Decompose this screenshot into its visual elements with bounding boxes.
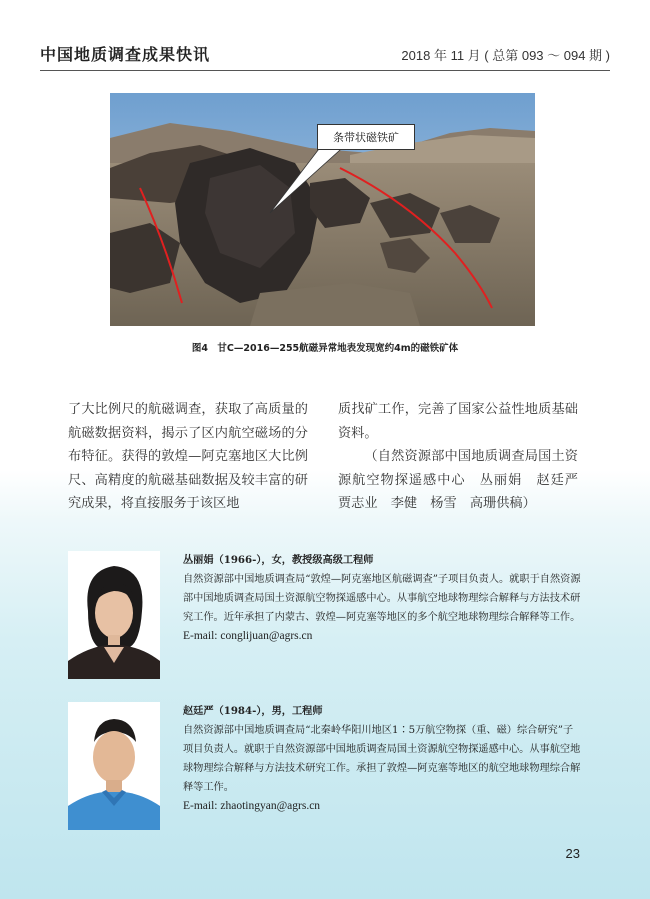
body-paragraph: 了大比例尺的航磁调查，获取了高质量的航磁数据资料，揭示了区内航空磁场的分布特征。获得的敦煌—阿克塞地区大比例尺、高精度的航磁基础数据及较丰富的研究成果，将直接服务于该区地: [68, 402, 308, 511]
contributor-credit: （自然资源部中国地质调查局国土资源航空物探遥感中心 丛丽娟 赵廷严 贾志业 李健 杨雪 高珊供稿）: [338, 449, 592, 511]
body-column-left: [68, 398, 308, 516]
author-email: E-mail: zhaotingyan@agrs.cn: [183, 800, 321, 812]
ore-band-callout: 条带状磁铁矿: [317, 124, 415, 150]
header-divider: [40, 70, 610, 71]
figure-caption: 图4 甘C—2016—255航磁异常地表发现宽约4m的磁铁矿体: [191, 343, 459, 354]
author-name-title: 赵廷严（1984-），男，工程师: [183, 705, 323, 717]
author-description: 自然资源部中国地质调查局“敦煌—阿克塞地区航磁调查”子项目负责人。就职于自然资源部中国地质调查局国土资源航空物探遥感中心。从事航空地球物理综合解释与方法技术研究工作。近年承担了内蒙古、敦煌—阿克塞等地区的多个航空地球物理综合解释等工作。: [183, 574, 581, 623]
author-bio-text: [183, 702, 583, 816]
issue-date: 2018 年 11 月 ( 总第 093 ～ 094 期 ): [401, 48, 610, 63]
body-column-right: [338, 398, 592, 516]
author-email: E-mail: conglijuan@agrs.cn: [183, 630, 313, 642]
author-portrait: [68, 702, 160, 830]
journal-title: 中国地质调查成果快讯: [40, 45, 211, 64]
page-number: 23: [565, 846, 580, 861]
author-name-title: 丛丽娟（1966-），女，教授级高级工程师: [183, 554, 374, 566]
author-description: 自然资源部中国地质调查局“北秦岭华阳川地区1∶5万航空物探（重、磁）综合研究”子项目负责人。就职于自然资源部中国地质调查局国土资源航空物探遥感中心。从事航空地球物理综合解释与方法技术研究工作。承担了敦煌—阿克塞等地区的航空地球物理综合解释等工作。: [183, 725, 581, 793]
body-paragraph: 质找矿工作，完善了国家公益性地质基础资料。: [338, 402, 578, 441]
author-bio-text: [183, 551, 583, 646]
author-portrait: [68, 551, 160, 679]
